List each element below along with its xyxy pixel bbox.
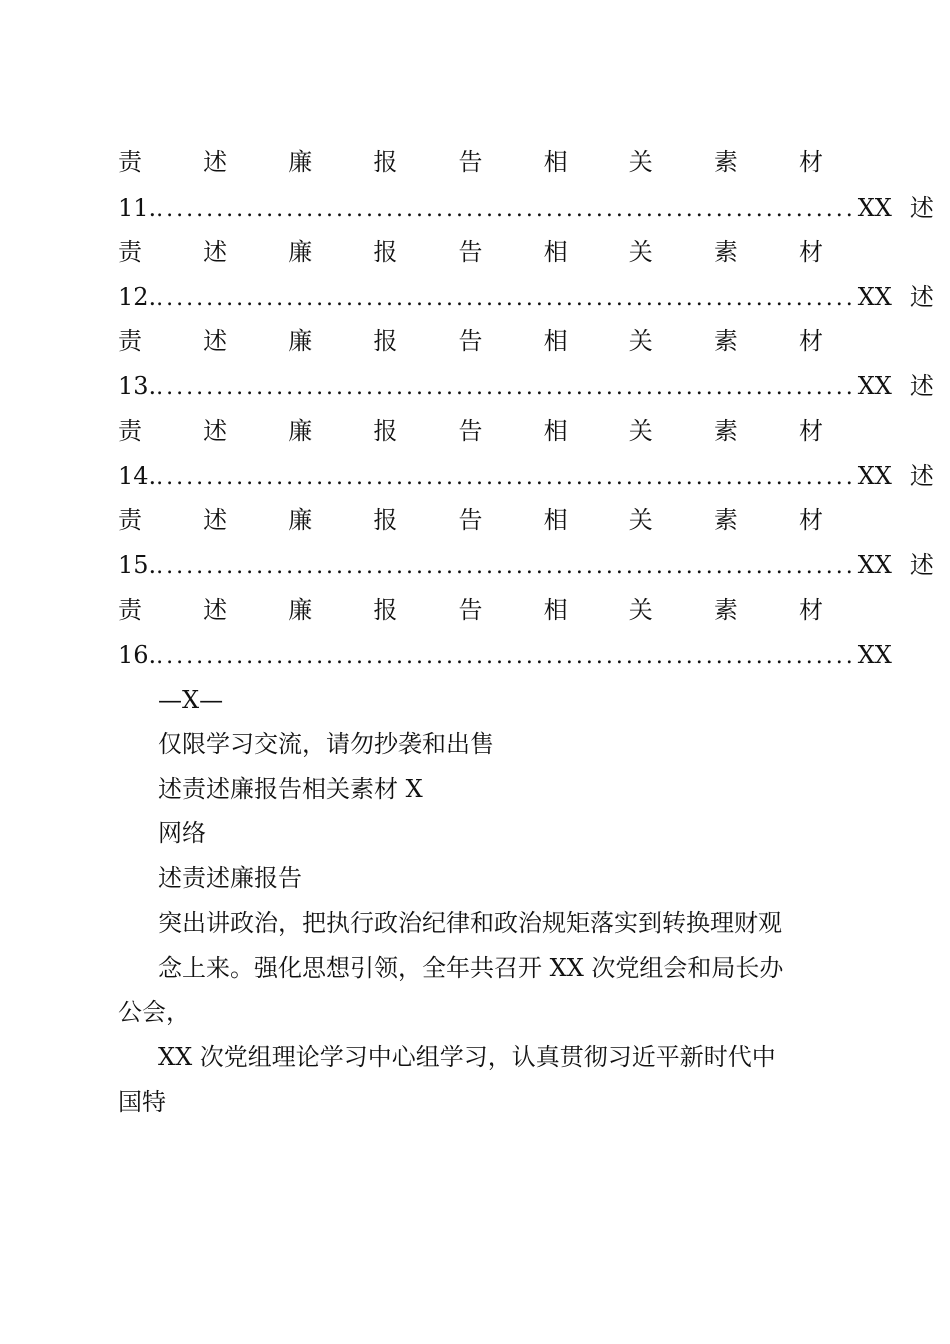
toc-continuation-char: 述: [909, 462, 934, 490]
toc-char: 材: [799, 327, 823, 355]
toc-char: 廉: [288, 596, 313, 624]
toc-char: 告: [458, 148, 483, 176]
separator: —X—: [158, 686, 224, 714]
toc-char: 素: [713, 238, 738, 266]
document-title: 述责述廉报告相关素材 X: [158, 775, 423, 803]
toc-title-row: [118, 505, 823, 535]
toc-char: 廉: [288, 148, 313, 176]
toc-leader-dots: ......................................................................: [156, 554, 856, 579]
toc-char: 廉: [288, 238, 313, 266]
toc-char: 廉: [288, 417, 313, 445]
toc-continuation-char: 述: [909, 551, 934, 579]
toc-entry-number: 15.: [118, 551, 157, 579]
toc-char: 廉: [288, 327, 313, 355]
toc-char: 关: [628, 506, 653, 534]
toc-char: 告: [458, 506, 483, 534]
toc-char: 责: [118, 596, 142, 624]
toc-page-ref: XX: [857, 641, 892, 669]
toc-char: 关: [628, 238, 653, 266]
toc-char: 廉: [288, 506, 313, 534]
toc-entry[interactable]: [118, 193, 934, 225]
toc-char: 素: [713, 596, 738, 624]
toc-char: 述: [203, 327, 228, 355]
paragraph-line: 公会，: [118, 998, 190, 1026]
toc-char: 素: [713, 148, 738, 176]
toc-char: 材: [799, 148, 823, 176]
toc-char: 素: [713, 417, 738, 445]
toc-entry[interactable]: [118, 282, 934, 314]
toc-char: 责: [118, 506, 142, 534]
toc-leader-dots: ......................................................................: [156, 375, 856, 400]
toc-entry[interactable]: [118, 550, 934, 582]
source-label: 网络: [158, 819, 206, 847]
toc-page-ref: XX: [857, 462, 892, 490]
paragraph-line: XX 次党组理论学习中心组学习，认真贯彻习近平新时代中: [158, 1043, 776, 1071]
toc-char: 相: [543, 327, 568, 355]
toc-char: 相: [543, 506, 568, 534]
toc-char: 责: [118, 327, 142, 355]
toc-page-ref: XX: [857, 283, 892, 311]
toc-char: 告: [458, 238, 483, 266]
toc-char: 报: [373, 506, 398, 534]
toc-char: 材: [799, 238, 823, 266]
toc-char: 述: [203, 148, 228, 176]
toc-char: 告: [458, 596, 483, 624]
notice-text: 仅限学习交流，请勿抄袭和出售: [158, 730, 494, 758]
toc-char: 报: [373, 417, 398, 445]
toc-char: 关: [628, 596, 653, 624]
toc-char: 报: [373, 596, 398, 624]
toc-char: 责: [118, 148, 142, 176]
toc-leader-dots: ......................................................................: [156, 197, 856, 222]
toc-char: 述: [203, 238, 228, 266]
toc-entry[interactable]: [118, 640, 892, 672]
toc-entry-number: 16.: [118, 641, 157, 669]
toc-entry-number: 13.: [118, 372, 157, 400]
toc-leader-dots: ......................................................................: [156, 644, 856, 669]
toc-char: 相: [543, 417, 568, 445]
toc-char: 告: [458, 327, 483, 355]
toc-leader-dots: ......................................................................: [156, 286, 856, 311]
toc-page-ref: XX: [857, 372, 892, 400]
toc-char: 述: [203, 506, 228, 534]
toc-char: 材: [799, 596, 823, 624]
toc-char: 素: [713, 506, 738, 534]
toc-char: 责: [118, 417, 142, 445]
toc-entry-number: 11.: [118, 194, 157, 222]
toc-leader-dots: ......................................................................: [156, 465, 856, 490]
toc-char: 关: [628, 327, 653, 355]
toc-char: 相: [543, 238, 568, 266]
toc-continuation-char: 述: [909, 372, 934, 400]
toc-char: 报: [373, 148, 398, 176]
toc-title-row: [118, 237, 823, 267]
toc-char: 相: [543, 148, 568, 176]
toc-char: 关: [628, 417, 653, 445]
toc-title-row: [118, 595, 823, 625]
toc-title-row: [118, 147, 823, 177]
toc-char: 报: [373, 238, 398, 266]
toc-continuation-char: 述: [909, 194, 934, 222]
toc-page-ref: XX: [857, 194, 892, 222]
toc-char: 告: [458, 417, 483, 445]
toc-char: 素: [713, 327, 738, 355]
toc-entry[interactable]: [118, 461, 934, 493]
paragraph-line: 国特: [118, 1088, 166, 1116]
toc-char: 材: [799, 417, 823, 445]
paragraph-line: 突出讲政治，把执行政治纪律和政治规矩落实到转换理财观: [158, 909, 782, 937]
toc-char: 述: [203, 596, 228, 624]
toc-char: 述: [203, 417, 228, 445]
toc-title-row: [118, 416, 823, 446]
toc-char: 材: [799, 506, 823, 534]
toc-title-row: [118, 326, 823, 356]
paragraph-line: 念上来。强化思想引领，全年共召开 XX 次党组会和局长办: [158, 954, 784, 982]
toc-entry[interactable]: [118, 371, 934, 403]
toc-char: 责: [118, 238, 142, 266]
toc-char: 相: [543, 596, 568, 624]
toc-continuation-char: 述: [909, 283, 934, 311]
toc-entry-number: 12.: [118, 283, 157, 311]
toc-entry-number: 14.: [118, 462, 157, 490]
toc-char: 关: [628, 148, 653, 176]
toc-page-ref: XX: [857, 551, 892, 579]
toc-char: 报: [373, 327, 398, 355]
section-subtitle: 述责述廉报告: [158, 864, 302, 892]
